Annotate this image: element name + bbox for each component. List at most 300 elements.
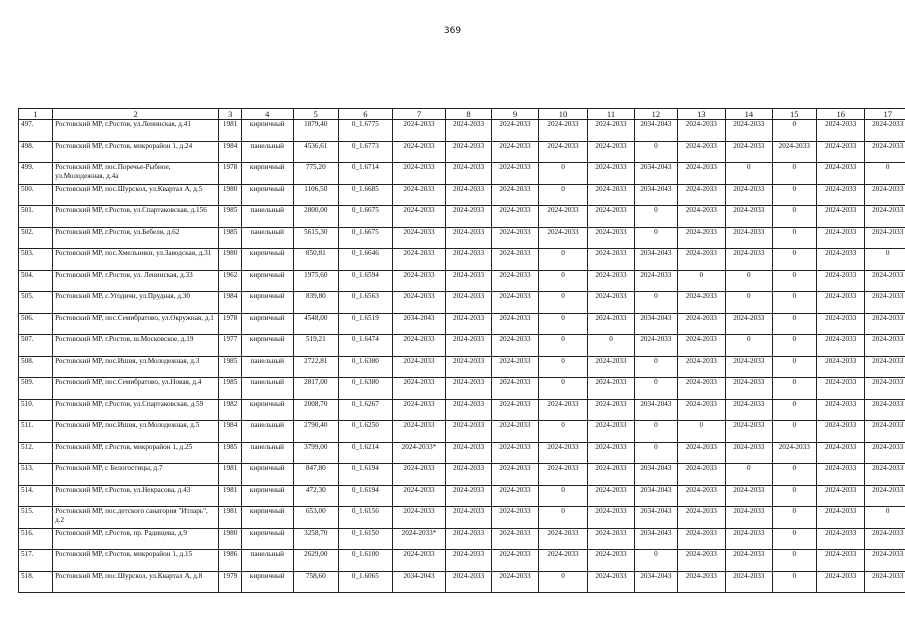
period-cell: 2024-2033 (726, 141, 772, 163)
period-cell: 2024-2033 (677, 292, 726, 314)
period-cell: 0 (677, 421, 726, 443)
period-cell: 2024-2033 (865, 356, 905, 378)
period-cell: 2024-2033 (677, 249, 726, 271)
period-cell: 2024-2033 (587, 485, 634, 507)
row-number-cell: 508. (19, 356, 53, 378)
period-cell: 2024-2033 (865, 571, 905, 593)
year-built-cell: 1978 (219, 163, 242, 185)
period-cell: 2024-2033 (677, 120, 726, 142)
year-built-cell: 1982 (219, 399, 242, 421)
wall-material-cell: кирпичный (241, 399, 293, 421)
wall-material-cell: панельный (241, 141, 293, 163)
period-cell: 2024-2033 (392, 270, 446, 292)
period-cell: 2024-2033 (392, 421, 446, 443)
table-row (19, 292, 905, 314)
column-header-8: 8 (446, 109, 491, 120)
year-built-cell: 1981 (219, 507, 242, 529)
address-cell: Ростовский МР, г.Ростов, ул.Ленинская, д.41 (53, 120, 219, 142)
column-header-16: 16 (816, 109, 865, 120)
row-number-cell: 512. (19, 442, 53, 464)
year-built-cell: 1985 (219, 227, 242, 249)
period-cell: 2024-2033 (587, 249, 634, 271)
address-cell: Ростовский МР, с.Угодичи, ул.Прудная, д.30 (53, 292, 219, 314)
period-cell: 0 (539, 184, 588, 206)
period-cell: 2024-2033 (865, 270, 905, 292)
period-cell: 2024-2033 (587, 163, 634, 185)
period-cell: 2024-2033 (491, 206, 538, 228)
period-cell: 0 (635, 227, 677, 249)
period-cell: 2034-2043 (392, 571, 446, 593)
period-cell: 0 (539, 335, 588, 357)
period-cell: 2024-2033 (446, 485, 491, 507)
period-cell: 2024-2033 (491, 507, 538, 529)
row-number-cell: 515. (19, 507, 53, 529)
period-cell: 0 (772, 378, 816, 400)
period-cell: 2024-2033 (865, 292, 905, 314)
period-cell: 2024-2033 (587, 120, 634, 142)
index-cell: 0_1.6065 (339, 571, 393, 593)
wall-material-cell: панельный (241, 227, 293, 249)
period-cell: 2034-2043 (635, 163, 677, 185)
period-cell: 2024-2033 (392, 227, 446, 249)
index-cell: 0_1.6685 (339, 184, 393, 206)
period-cell: 2024-2033 (816, 141, 865, 163)
address-cell: Ростовский МР, г.Ростов, ул.Некрасова, д.43 (53, 485, 219, 507)
address-cell: Ростовский МР, пос.детского санатория "Итларь", д.2 (53, 507, 219, 529)
address-cell: Ростовский МР, г.Ростов, микрорайон 1, д.25 (53, 442, 219, 464)
period-cell: 2024-2033 (491, 485, 538, 507)
year-built-cell: 1984 (219, 141, 242, 163)
area-cell: 2722,81 (293, 356, 338, 378)
period-cell: 2024-2033 (816, 206, 865, 228)
index-cell: 0_1.6675 (339, 227, 393, 249)
period-cell: 2024-2033 (865, 528, 905, 550)
period-cell: 2024-2033 (587, 550, 634, 572)
period-cell: 2024-2033 (587, 571, 634, 593)
area-cell: 1975,60 (293, 270, 338, 292)
table-row (19, 442, 905, 464)
period-cell: 2024-2033 (539, 206, 588, 228)
period-cell: 2024-2033 (446, 227, 491, 249)
period-cell: 0 (772, 206, 816, 228)
period-cell: 2024-2033 (865, 141, 905, 163)
period-cell: 0 (635, 141, 677, 163)
wall-material-cell: панельный (241, 356, 293, 378)
period-cell: 0 (635, 378, 677, 400)
address-cell: Ростовский МР, пос.Семибратово, ул.Окружная, д.1 (53, 313, 219, 335)
year-built-cell: 1984 (219, 292, 242, 314)
period-cell: 2024-2033 (587, 356, 634, 378)
period-cell: 2024-2033 (816, 378, 865, 400)
period-cell: 0 (772, 249, 816, 271)
period-cell: 2024-2033 (539, 399, 588, 421)
area-cell: 2629,00 (293, 550, 338, 572)
period-cell: 2024-2033 (726, 550, 772, 572)
period-cell: 2024-2033 (587, 399, 634, 421)
period-cell: 2024-2033 (726, 356, 772, 378)
row-number-cell: 505. (19, 292, 53, 314)
period-cell: 2024-2033 (446, 356, 491, 378)
period-cell: 2024-2033 (816, 421, 865, 443)
column-header-7: 7 (392, 109, 446, 120)
year-built-cell: 1981 (219, 485, 242, 507)
period-cell: 2024-2033 (587, 227, 634, 249)
period-cell: 0 (539, 507, 588, 529)
period-cell: 2024-2033 (491, 399, 538, 421)
period-cell: 0 (772, 528, 816, 550)
index-cell: 0_1.6563 (339, 292, 393, 314)
area-cell: 2008,70 (293, 399, 338, 421)
period-cell: 0 (635, 292, 677, 314)
wall-material-cell: кирпичный (241, 335, 293, 357)
period-cell: 2024-2033 (816, 163, 865, 185)
period-cell: 0 (726, 292, 772, 314)
period-cell: 0 (772, 184, 816, 206)
column-header-10: 10 (539, 109, 588, 120)
period-cell: 0 (726, 335, 772, 357)
period-cell: 2024-2033 (587, 464, 634, 486)
period-cell: 0 (539, 313, 588, 335)
period-cell: 2024-2033 (392, 141, 446, 163)
period-cell: 2024-2033 (446, 399, 491, 421)
period-cell: 2024-2033 (392, 550, 446, 572)
period-cell: 2024-2033 (677, 442, 726, 464)
period-cell: 0 (539, 421, 588, 443)
row-number-cell: 511. (19, 421, 53, 443)
period-cell: 2024-2033 (587, 442, 634, 464)
period-cell: 2024-2033 (677, 464, 726, 486)
period-cell: 2024-2033 (677, 206, 726, 228)
period-cell: 2024-2033 (491, 442, 538, 464)
index-cell: 0_1.6194 (339, 464, 393, 486)
period-cell: 2024-2033 (772, 442, 816, 464)
period-cell: 0 (539, 378, 588, 400)
row-number-cell: 497. (19, 120, 53, 142)
period-cell: 0 (772, 270, 816, 292)
period-cell: 2024-2033 (865, 335, 905, 357)
row-number-cell: 510. (19, 399, 53, 421)
period-cell: 2024-2033 (539, 227, 588, 249)
area-cell: 3799,00 (293, 442, 338, 464)
area-cell: 2790,40 (293, 421, 338, 443)
period-cell: 0 (865, 507, 905, 529)
period-cell: 2024-2033 (587, 421, 634, 443)
period-cell: 2024-2033 (446, 292, 491, 314)
table-row (19, 421, 905, 443)
period-cell: 2034-2043 (635, 313, 677, 335)
period-cell: 2034-2043 (635, 507, 677, 529)
period-cell: 2024-2033 (446, 335, 491, 357)
column-header-12: 12 (635, 109, 677, 120)
period-cell: 0 (772, 571, 816, 593)
row-number-cell: 513. (19, 464, 53, 486)
area-cell: 653,00 (293, 507, 338, 529)
period-cell: 2024-2033 (392, 464, 446, 486)
period-cell: 2024-2033 (726, 442, 772, 464)
area-cell: 519,21 (293, 335, 338, 357)
period-cell: 2024-2033 (816, 270, 865, 292)
period-cell: 2024-2033 (539, 528, 588, 550)
area-cell: 2800,00 (293, 206, 338, 228)
period-cell: 2024-2033 (446, 528, 491, 550)
period-cell: 0 (772, 120, 816, 142)
table-row (19, 356, 905, 378)
period-cell: 2024-2033 (446, 184, 491, 206)
year-built-cell: 1978 (219, 313, 242, 335)
wall-material-cell: кирпичный (241, 292, 293, 314)
period-cell: 2024-2033 (865, 442, 905, 464)
period-cell: 0 (635, 206, 677, 228)
period-cell: 0 (539, 485, 588, 507)
period-cell: 2024-2033 (726, 206, 772, 228)
index-cell: 0_1.6380 (339, 356, 393, 378)
period-cell: 2024-2033 (677, 399, 726, 421)
page-number: 369 (443, 26, 462, 36)
table-row (19, 464, 905, 486)
period-cell: 2024-2033 (726, 399, 772, 421)
area-cell: 5615,30 (293, 227, 338, 249)
column-header-1: 1 (19, 109, 53, 120)
period-cell: 2024-2033 (726, 120, 772, 142)
index-cell: 0_1.6100 (339, 550, 393, 572)
period-cell: 2024-2033 (726, 485, 772, 507)
period-cell: 2024-2033 (392, 184, 446, 206)
period-cell: 2024-2033 (677, 313, 726, 335)
column-header-2: 2 (53, 109, 219, 120)
wall-material-cell: кирпичный (241, 528, 293, 550)
period-cell: 2034-2043 (635, 464, 677, 486)
period-cell: 0 (539, 249, 588, 271)
period-cell: 0 (726, 163, 772, 185)
index-cell: 0_1.6214 (339, 442, 393, 464)
period-cell: 2024-2033 (726, 421, 772, 443)
period-cell: 2024-2033 (392, 206, 446, 228)
area-cell: 1106,50 (293, 184, 338, 206)
period-cell: 2024-2033 (392, 335, 446, 357)
period-cell: 2024-2033 (865, 378, 905, 400)
period-cell: 2024-2033 (587, 292, 634, 314)
period-cell: 2034-2043 (635, 184, 677, 206)
period-cell: 0 (635, 421, 677, 443)
row-number-cell: 517. (19, 550, 53, 572)
index-cell: 0_1.6519 (339, 313, 393, 335)
period-cell: 0 (726, 270, 772, 292)
index-cell: 0_1.6594 (339, 270, 393, 292)
period-cell: 0 (772, 356, 816, 378)
period-cell: 2024-2033 (677, 184, 726, 206)
index-cell: 0_1.6156 (339, 507, 393, 529)
column-header-6: 6 (339, 109, 393, 120)
address-cell: Ростовский МР, г.Ростов, ул.Бебеля, д.62 (53, 227, 219, 249)
period-cell: 2024-2033 (491, 313, 538, 335)
address-cell: Ростовский МР, г.Ростов, ул.Спартаковская, д.156 (53, 206, 219, 228)
period-cell: 0 (539, 571, 588, 593)
period-cell: 2024-2033 (539, 464, 588, 486)
period-cell: 2024-2033 (816, 464, 865, 486)
period-cell: 2024-2033 (726, 184, 772, 206)
period-cell: 0 (772, 292, 816, 314)
row-number-cell: 509. (19, 378, 53, 400)
table-row (19, 528, 905, 550)
period-cell: 2024-2033 (491, 550, 538, 572)
period-cell: 2024-2033 (446, 550, 491, 572)
column-header-14: 14 (726, 109, 772, 120)
period-cell: 2024-2033 (491, 120, 538, 142)
period-cell: 2024-2033 (446, 464, 491, 486)
period-cell: 2024-2033 (392, 399, 446, 421)
index-cell: 0_1.6714 (339, 163, 393, 185)
address-cell: Ростовский МР, г.Ростов, микрорайон 1, д.15 (53, 550, 219, 572)
period-cell: 2024-2033 (677, 571, 726, 593)
period-cell: 2034-2043 (635, 120, 677, 142)
period-cell: 2024-2033 (491, 163, 538, 185)
period-cell: 2024-2033 (587, 507, 634, 529)
period-cell: 0 (865, 163, 905, 185)
period-cell: 2024-2033 (816, 507, 865, 529)
row-number-cell: 518. (19, 571, 53, 593)
address-cell: Ростовский МР, г.Ростов, ул. Ленинская, д.33 (53, 270, 219, 292)
index-cell: 0_1.6773 (339, 141, 393, 163)
period-cell: 0 (772, 335, 816, 357)
area-cell: 2817,00 (293, 378, 338, 400)
table-row (19, 206, 905, 228)
period-cell: 0 (772, 464, 816, 486)
period-cell: 2024-2033 (677, 485, 726, 507)
period-cell: 0 (635, 356, 677, 378)
wall-material-cell: панельный (241, 550, 293, 572)
period-cell: 2024-2033 (816, 249, 865, 271)
period-cell: 2024-2033 (677, 335, 726, 357)
period-cell: 2024-2033 (635, 335, 677, 357)
area-cell: 850,81 (293, 249, 338, 271)
housing-register-table (18, 108, 905, 593)
period-cell: 0 (772, 313, 816, 335)
period-cell: 2024-2033 (446, 206, 491, 228)
table-row (19, 378, 905, 400)
year-built-cell: 1981 (219, 120, 242, 142)
period-cell: 0 (539, 292, 588, 314)
address-cell: Ростовский МР, г.Ростов, ш.Московское, д.19 (53, 335, 219, 357)
period-cell: 2024-2033 (392, 485, 446, 507)
period-cell: 2024-2033 (491, 184, 538, 206)
column-header-4: 4 (241, 109, 293, 120)
column-header-5: 5 (293, 109, 338, 120)
period-cell: 2024-2033 (587, 206, 634, 228)
area-cell: 3258,70 (293, 528, 338, 550)
address-cell: Ростовский МР, пос.Ишня, ул.Молодежная, д.3 (53, 356, 219, 378)
period-cell: 0 (772, 485, 816, 507)
period-cell: 2024-2033 (587, 270, 634, 292)
period-cell: 2024-2033 (392, 507, 446, 529)
table-row (19, 141, 905, 163)
area-cell: 847,80 (293, 464, 338, 486)
wall-material-cell: панельный (241, 378, 293, 400)
year-built-cell: 1979 (219, 571, 242, 593)
year-built-cell: 1984 (219, 421, 242, 443)
period-cell: 2024-2033 (816, 335, 865, 357)
period-cell: 2034-2043 (635, 399, 677, 421)
index-cell: 0_1.6250 (339, 421, 393, 443)
period-cell: 2024-2033 (491, 249, 538, 271)
wall-material-cell: кирпичный (241, 507, 293, 529)
index-cell: 0_1.6646 (339, 249, 393, 271)
period-cell: 2024-2033 (446, 141, 491, 163)
period-cell: 2024-2033 (677, 378, 726, 400)
header-row (19, 109, 905, 120)
period-cell: 2024-2033 (816, 120, 865, 142)
period-cell: 2024-2033 (392, 356, 446, 378)
year-built-cell: 1977 (219, 335, 242, 357)
area-cell: 4536,61 (293, 141, 338, 163)
address-cell: Ростовский МР, пос.Ишня, ул.Молодежная, д.5 (53, 421, 219, 443)
address-cell: Ростовский МР, пос.Поречье-Рыбное, ул.Молодежная, д.4а (53, 163, 219, 185)
period-cell: 2024-2033 (677, 550, 726, 572)
row-number-cell: 504. (19, 270, 53, 292)
period-cell: 2034-2043 (635, 571, 677, 593)
period-cell: 0 (539, 163, 588, 185)
period-cell: 2024-2033 (865, 399, 905, 421)
year-built-cell: 1985 (219, 206, 242, 228)
area-cell: 775,20 (293, 163, 338, 185)
period-cell: 0 (587, 335, 634, 357)
period-cell: 2024-2033 (726, 507, 772, 529)
table-body (19, 120, 905, 593)
period-cell: 2024-2033 (539, 442, 588, 464)
column-header-3: 3 (219, 109, 242, 120)
period-cell: 2024-2033 (772, 141, 816, 163)
row-number-cell: 500. (19, 184, 53, 206)
period-cell: 2024-2033 (726, 249, 772, 271)
year-built-cell: 1985 (219, 442, 242, 464)
period-cell: 2024-2033 (865, 550, 905, 572)
period-cell: 2024-2033 (816, 550, 865, 572)
period-cell: 2024-2033 (816, 227, 865, 249)
period-cell: 2024-2033 (392, 249, 446, 271)
period-cell: 2024-2033 (816, 313, 865, 335)
period-cell: 0 (726, 464, 772, 486)
table-row (19, 571, 905, 593)
index-cell: 0_1.6194 (339, 485, 393, 507)
wall-material-cell: кирпичный (241, 163, 293, 185)
row-number-cell: 506. (19, 313, 53, 335)
period-cell: 2024-2033 (816, 528, 865, 550)
year-built-cell: 1986 (219, 550, 242, 572)
period-cell: 2024-2033 (587, 141, 634, 163)
table-row (19, 249, 905, 271)
column-header-17: 17 (865, 109, 905, 120)
period-cell: 2024-2033 (865, 206, 905, 228)
table-row (19, 227, 905, 249)
period-cell: 2024-2033 (865, 313, 905, 335)
period-cell: 0 (539, 270, 588, 292)
period-cell: 2024-2033 (635, 270, 677, 292)
period-cell: 2024-2033 (816, 184, 865, 206)
period-cell: 2024-2033 (491, 227, 538, 249)
period-cell: 2024-2033 (587, 184, 634, 206)
area-cell: 472,30 (293, 485, 338, 507)
period-cell: 2024-2033 (392, 378, 446, 400)
period-cell: 0 (635, 442, 677, 464)
table-row (19, 313, 905, 335)
period-cell: 2024-2033 (392, 292, 446, 314)
area-cell: 4548,00 (293, 313, 338, 335)
period-cell: 2024-2033 (726, 528, 772, 550)
wall-material-cell: кирпичный (241, 184, 293, 206)
row-number-cell: 501. (19, 206, 53, 228)
period-cell: 2024-2033* (392, 442, 446, 464)
period-cell: 2024-2033 (816, 442, 865, 464)
address-cell: Ростовский МР, пос.Хмельники, ул.Заводская, д.31 (53, 249, 219, 271)
